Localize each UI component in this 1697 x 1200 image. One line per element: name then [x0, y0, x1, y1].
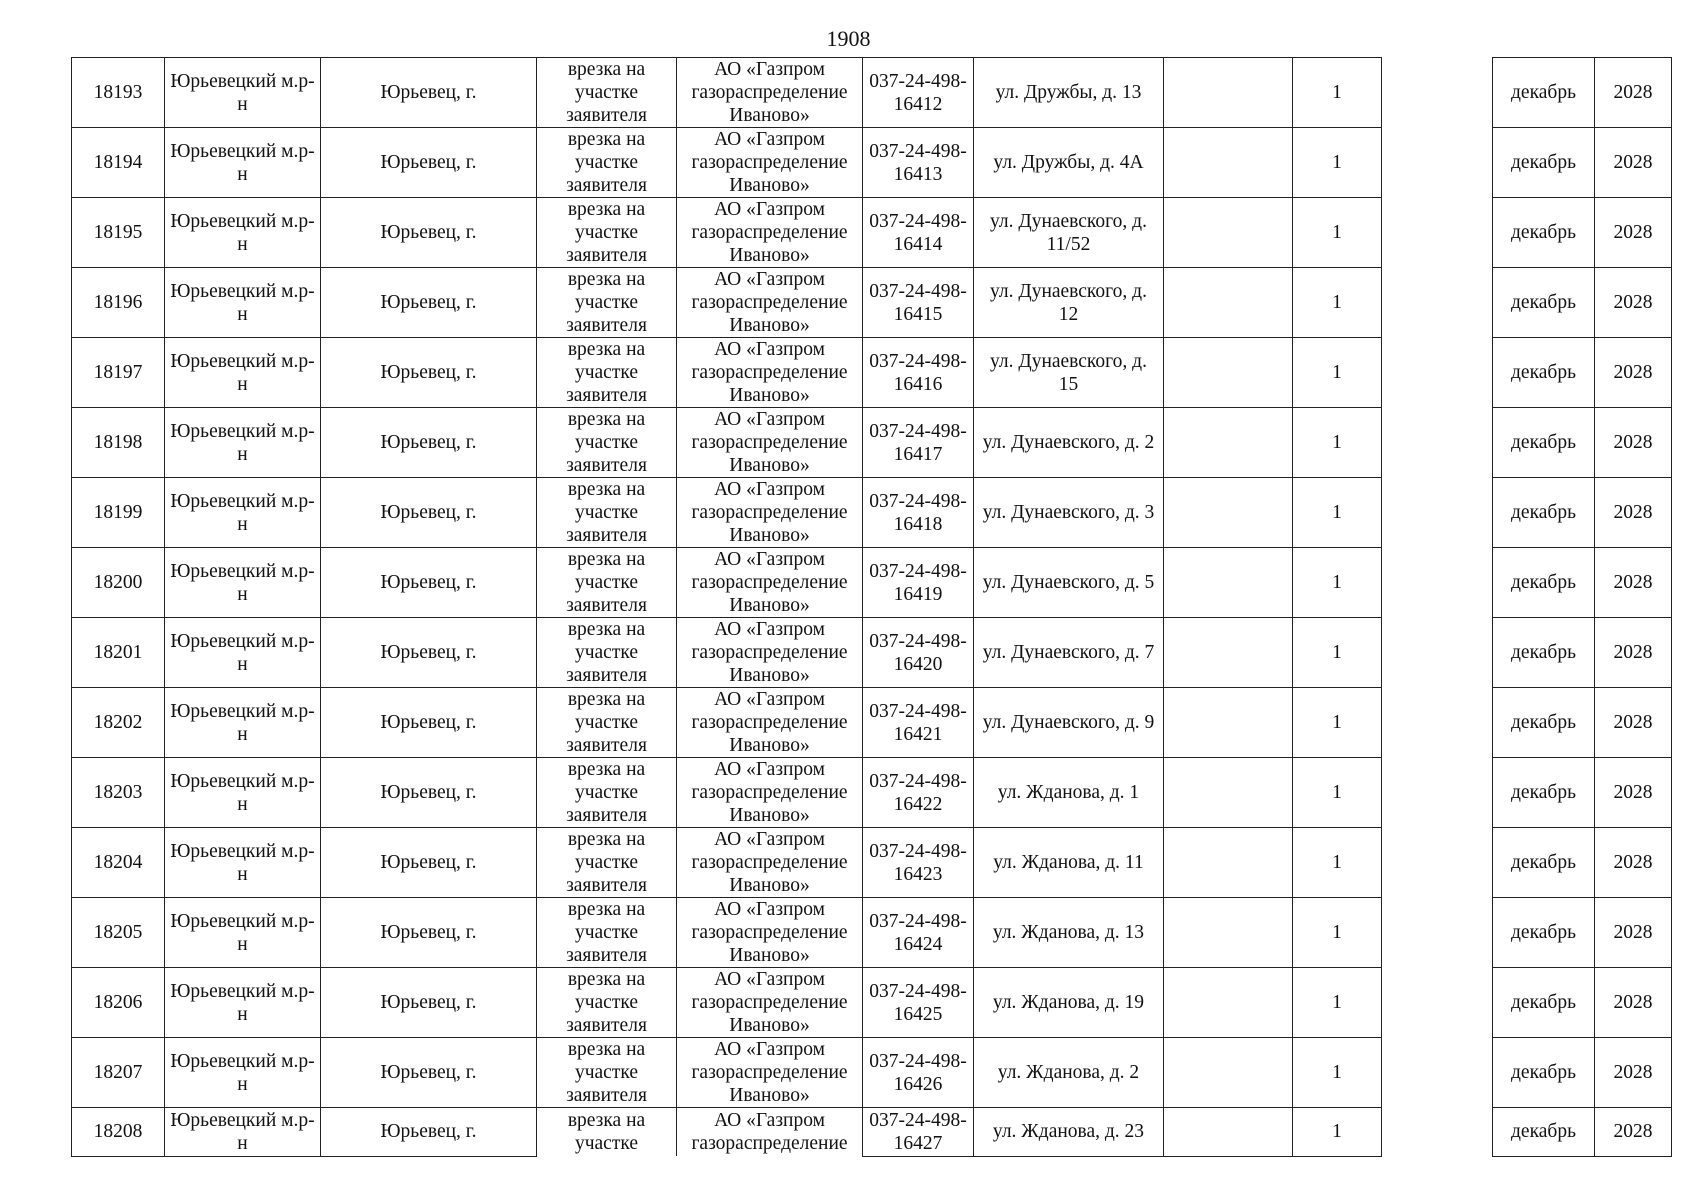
cell-district: Юрьевецкий м.р-н [165, 968, 321, 1038]
cell-number: 18195 [72, 198, 165, 268]
cell-organization: АО «Газпром газораспределение Иваново» [677, 828, 863, 898]
cell-code: 037-24-498-16417 [863, 408, 974, 478]
cell-month: декабрь [1493, 408, 1595, 478]
cell-connection-method: врезка на участке заявителя [537, 758, 677, 828]
cell-quantity: 1 [1293, 618, 1382, 688]
cell-month: декабрь [1493, 898, 1595, 968]
cell-quantity: 1 [1293, 968, 1382, 1038]
cell-connection-method: врезка на участке заявителя [537, 1038, 677, 1108]
cell-quantity: 1 [1293, 828, 1382, 898]
cell-connection-method: врезка на участке заявителя [537, 408, 677, 478]
table-row [72, 548, 1672, 618]
cell-district: Юрьевецкий м.р-н [165, 478, 321, 548]
cell-organization: АО «Газпром газораспределение Иваново» [677, 1038, 863, 1108]
cell-number: 18200 [72, 548, 165, 618]
cell-organization: АО «Газпром газораспределение Иваново» [677, 758, 863, 828]
cell-connection-method: врезка на участке [537, 1108, 677, 1157]
cell-district: Юрьевецкий м.р-н [165, 898, 321, 968]
cell-year: 2028 [1595, 268, 1672, 338]
cell-year: 2028 [1595, 58, 1672, 128]
cell-district: Юрьевецкий м.р-н [165, 128, 321, 198]
cell-year: 2028 [1595, 898, 1672, 968]
cell-connection-method: врезка на участке заявителя [537, 198, 677, 268]
table-row [72, 758, 1672, 828]
cell-blank [1382, 968, 1493, 1038]
cell-organization: АО «Газпром газораспределение Иваново» [677, 408, 863, 478]
cell-blank [1164, 408, 1293, 478]
table-row [72, 338, 1672, 408]
cell-locality: Юрьевец, г. [321, 688, 537, 758]
cell-blank [1164, 898, 1293, 968]
cell-blank [1164, 688, 1293, 758]
cell-blank [1164, 1108, 1293, 1157]
cell-code: 037-24-498-16421 [863, 688, 974, 758]
cell-connection-method: врезка на участке заявителя [537, 688, 677, 758]
cell-blank [1382, 408, 1493, 478]
cell-month: декабрь [1493, 198, 1595, 268]
cell-locality: Юрьевец, г. [321, 198, 537, 268]
cell-year: 2028 [1595, 1038, 1672, 1108]
cell-month: декабрь [1493, 968, 1595, 1038]
cell-year: 2028 [1595, 478, 1672, 548]
table-row [72, 968, 1672, 1038]
cell-blank [1382, 828, 1493, 898]
cell-month: декабрь [1493, 548, 1595, 618]
cell-address: ул. Жданова, д. 11 [974, 828, 1164, 898]
cell-code: 037-24-498-16424 [863, 898, 974, 968]
cell-year: 2028 [1595, 688, 1672, 758]
cell-organization: АО «Газпром газораспределение Иваново» [677, 198, 863, 268]
cell-quantity: 1 [1293, 338, 1382, 408]
cell-district: Юрьевецкий м.р-н [165, 198, 321, 268]
cell-blank [1382, 338, 1493, 408]
table-row [72, 1108, 1672, 1157]
cell-locality: Юрьевец, г. [321, 828, 537, 898]
cell-number: 18196 [72, 268, 165, 338]
cell-code: 037-24-498-16413 [863, 128, 974, 198]
table-row [72, 128, 1672, 198]
table-row [72, 828, 1672, 898]
cell-blank [1164, 968, 1293, 1038]
cell-quantity: 1 [1293, 198, 1382, 268]
page-number: 1908 [826, 26, 871, 51]
cell-blank [1382, 128, 1493, 198]
cell-connection-method: врезка на участке заявителя [537, 338, 677, 408]
cell-connection-method: врезка на участке заявителя [537, 898, 677, 968]
cell-blank [1164, 58, 1293, 128]
cell-number: 18205 [72, 898, 165, 968]
cell-number: 18203 [72, 758, 165, 828]
cell-code: 037-24-498-16426 [863, 1038, 974, 1108]
cell-blank [1382, 618, 1493, 688]
cell-blank [1382, 478, 1493, 548]
table-row [72, 268, 1672, 338]
cell-blank [1164, 828, 1293, 898]
cell-blank [1382, 1108, 1493, 1157]
cell-month: декабрь [1493, 688, 1595, 758]
cell-district: Юрьевецкий м.р-н [165, 408, 321, 478]
cell-locality: Юрьевец, г. [321, 1038, 537, 1108]
cell-locality: Юрьевец, г. [321, 898, 537, 968]
cell-blank [1382, 548, 1493, 618]
cell-code: 037-24-498-16419 [863, 548, 974, 618]
cell-month: декабрь [1493, 268, 1595, 338]
cell-year: 2028 [1595, 408, 1672, 478]
cell-code: 037-24-498-16415 [863, 268, 974, 338]
cell-quantity: 1 [1293, 898, 1382, 968]
cell-blank [1164, 198, 1293, 268]
cell-quantity: 1 [1293, 268, 1382, 338]
cell-organization: АО «Газпром газораспределение Иваново» [677, 618, 863, 688]
cell-blank [1164, 128, 1293, 198]
cell-address: ул. Дунаевского, д. 12 [974, 268, 1164, 338]
cell-code: 037-24-498-16425 [863, 968, 974, 1038]
cell-year: 2028 [1595, 618, 1672, 688]
cell-year: 2028 [1595, 828, 1672, 898]
cell-blank [1382, 58, 1493, 128]
cell-connection-method: врезка на участке заявителя [537, 128, 677, 198]
cell-organization: АО «Газпром газораспределение Иваново» [677, 58, 863, 128]
cell-month: декабрь [1493, 1038, 1595, 1108]
cell-quantity: 1 [1293, 478, 1382, 548]
cell-address: ул. Дунаевского, д. 7 [974, 618, 1164, 688]
cell-address: ул. Дружбы, д. 4А [974, 128, 1164, 198]
cell-code: 037-24-498-16418 [863, 478, 974, 548]
cell-year: 2028 [1595, 758, 1672, 828]
cell-locality: Юрьевец, г. [321, 968, 537, 1038]
cell-connection-method: врезка на участке заявителя [537, 58, 677, 128]
cell-number: 18199 [72, 478, 165, 548]
table-row [72, 1038, 1672, 1108]
cell-quantity: 1 [1293, 1038, 1382, 1108]
cell-locality: Юрьевец, г. [321, 338, 537, 408]
cell-quantity: 1 [1293, 408, 1382, 478]
cell-locality: Юрьевец, г. [321, 618, 537, 688]
register-table [71, 57, 1672, 1157]
table-row [72, 898, 1672, 968]
cell-organization: АО «Газпром газораспределение Иваново» [677, 898, 863, 968]
cell-number: 18197 [72, 338, 165, 408]
table-row [72, 688, 1672, 758]
cell-blank [1164, 618, 1293, 688]
cell-number: 18207 [72, 1038, 165, 1108]
cell-district: Юрьевецкий м.р-н [165, 1038, 321, 1108]
cell-locality: Юрьевец, г. [321, 548, 537, 618]
cell-quantity: 1 [1293, 58, 1382, 128]
cell-locality: Юрьевец, г. [321, 268, 537, 338]
cell-organization: АО «Газпром газораспределение Иваново» [677, 268, 863, 338]
cell-address: ул. Жданова, д. 13 [974, 898, 1164, 968]
cell-blank [1164, 478, 1293, 548]
cell-blank [1382, 268, 1493, 338]
cell-number: 18208 [72, 1108, 165, 1157]
cell-district: Юрьевецкий м.р-н [165, 548, 321, 618]
cell-address: ул. Дунаевского, д. 15 [974, 338, 1164, 408]
cell-connection-method: врезка на участке заявителя [537, 828, 677, 898]
cell-organization: АО «Газпром газораспределение Иваново» [677, 338, 863, 408]
cell-district: Юрьевецкий м.р-н [165, 1108, 321, 1157]
cell-address: ул. Дунаевского, д. 11/52 [974, 198, 1164, 268]
cell-month: декабрь [1493, 128, 1595, 198]
table-row [72, 58, 1672, 128]
cell-locality: Юрьевец, г. [321, 408, 537, 478]
cell-address: ул. Дунаевского, д. 5 [974, 548, 1164, 618]
cell-connection-method: врезка на участке заявителя [537, 548, 677, 618]
cell-month: декабрь [1493, 478, 1595, 548]
cell-year: 2028 [1595, 198, 1672, 268]
cell-address: ул. Жданова, д. 23 [974, 1108, 1164, 1157]
cell-connection-method: врезка на участке заявителя [537, 618, 677, 688]
cell-year: 2028 [1595, 548, 1672, 618]
cell-locality: Юрьевец, г. [321, 58, 537, 128]
cell-connection-method: врезка на участке заявителя [537, 268, 677, 338]
cell-quantity: 1 [1293, 758, 1382, 828]
cell-district: Юрьевецкий м.р-н [165, 758, 321, 828]
cell-address: ул. Дунаевского, д. 3 [974, 478, 1164, 548]
cell-blank [1382, 198, 1493, 268]
cell-organization: АО «Газпром газораспределение Иваново» [677, 478, 863, 548]
cell-code: 037-24-498-16420 [863, 618, 974, 688]
cell-number: 18204 [72, 828, 165, 898]
table-row [72, 198, 1672, 268]
cell-month: декабрь [1493, 828, 1595, 898]
cell-year: 2028 [1595, 338, 1672, 408]
cell-code: 037-24-498-16423 [863, 828, 974, 898]
cell-month: декабрь [1493, 1108, 1595, 1157]
cell-blank [1164, 548, 1293, 618]
cell-district: Юрьевецкий м.р-н [165, 688, 321, 758]
cell-month: декабрь [1493, 58, 1595, 128]
cell-code: 037-24-498-16422 [863, 758, 974, 828]
cell-blank [1164, 268, 1293, 338]
cell-blank [1382, 758, 1493, 828]
cell-address: ул. Жданова, д. 2 [974, 1038, 1164, 1108]
table-row [72, 618, 1672, 688]
cell-district: Юрьевецкий м.р-н [165, 618, 321, 688]
cell-number: 18202 [72, 688, 165, 758]
cell-blank [1382, 1038, 1493, 1108]
cell-number: 18193 [72, 58, 165, 128]
cell-number: 18206 [72, 968, 165, 1038]
cell-blank [1382, 688, 1493, 758]
cell-code: 037-24-498-16427 [863, 1108, 974, 1157]
cell-connection-method: врезка на участке заявителя [537, 478, 677, 548]
cell-code: 037-24-498-16412 [863, 58, 974, 128]
cell-number: 18201 [72, 618, 165, 688]
cell-blank [1164, 758, 1293, 828]
cell-blank [1382, 898, 1493, 968]
cell-month: декабрь [1493, 758, 1595, 828]
cell-code: 037-24-498-16414 [863, 198, 974, 268]
cell-address: ул. Жданова, д. 1 [974, 758, 1164, 828]
cell-organization: АО «Газпром газораспределение Иваново» [677, 968, 863, 1038]
cell-month: декабрь [1493, 618, 1595, 688]
cell-address: ул. Дружбы, д. 13 [974, 58, 1164, 128]
cell-locality: Юрьевец, г. [321, 128, 537, 198]
cell-year: 2028 [1595, 128, 1672, 198]
cell-locality: Юрьевец, г. [321, 758, 537, 828]
cell-quantity: 1 [1293, 688, 1382, 758]
table-row [72, 478, 1672, 548]
cell-blank [1164, 338, 1293, 408]
cell-locality: Юрьевец, г. [321, 1108, 537, 1157]
cell-month: декабрь [1493, 338, 1595, 408]
cell-district: Юрьевецкий м.р-н [165, 338, 321, 408]
cell-organization: АО «Газпром газораспределение Иваново» [677, 548, 863, 618]
cell-district: Юрьевецкий м.р-н [165, 828, 321, 898]
cell-connection-method: врезка на участке заявителя [537, 968, 677, 1038]
cell-address: ул. Жданова, д. 19 [974, 968, 1164, 1038]
cell-address: ул. Дунаевского, д. 9 [974, 688, 1164, 758]
cell-organization: АО «Газпром газораспределение Иваново» [677, 128, 863, 198]
cell-blank [1164, 1038, 1293, 1108]
cell-year: 2028 [1595, 1108, 1672, 1157]
cell-locality: Юрьевец, г. [321, 478, 537, 548]
cell-quantity: 1 [1293, 128, 1382, 198]
cell-number: 18198 [72, 408, 165, 478]
cell-quantity: 1 [1293, 548, 1382, 618]
cell-number: 18194 [72, 128, 165, 198]
cell-district: Юрьевецкий м.р-н [165, 268, 321, 338]
cell-district: Юрьевецкий м.р-н [165, 58, 321, 128]
cell-organization: АО «Газпром газораспределение [677, 1108, 863, 1157]
table-body [72, 58, 1672, 1157]
cell-year: 2028 [1595, 968, 1672, 1038]
cell-quantity: 1 [1293, 1108, 1382, 1157]
cell-address: ул. Дунаевского, д. 2 [974, 408, 1164, 478]
cell-code: 037-24-498-16416 [863, 338, 974, 408]
cell-organization: АО «Газпром газораспределение Иваново» [677, 688, 863, 758]
table-row [72, 408, 1672, 478]
